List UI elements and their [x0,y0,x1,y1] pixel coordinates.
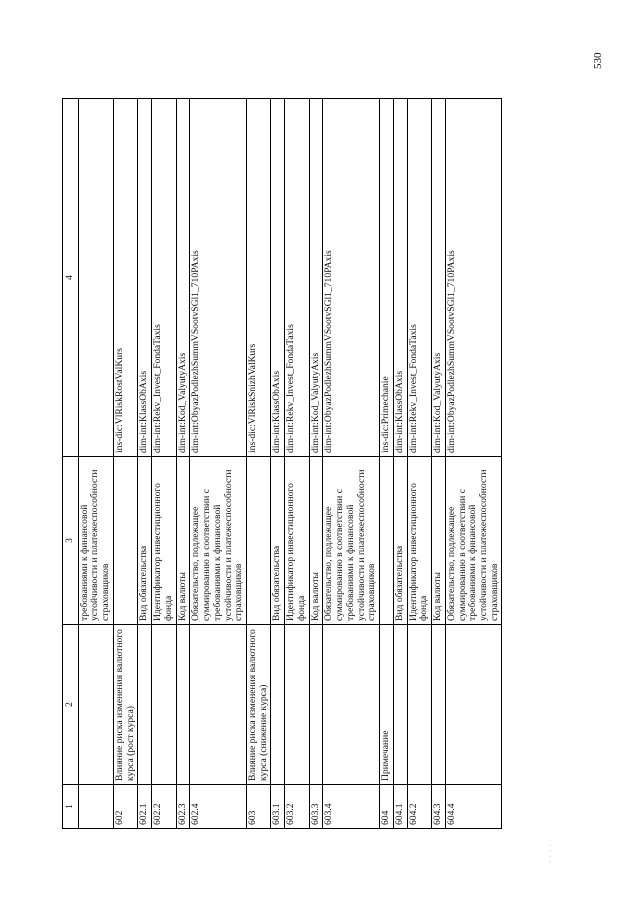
row-number-cell: 604.3 [432,785,446,829]
row-name-cell [285,625,309,785]
row-number-cell: 603 [247,785,271,829]
row-description-cell: Идентификатор инвестиционного фонда [407,457,431,625]
row-name-cell [445,625,502,785]
row-description-cell [247,457,271,625]
row-name-cell: Влияние риска изменения валютного курса (рост курса) [113,625,137,785]
row-number-cell: 602.2 [152,785,176,829]
row-name-cell [78,625,113,785]
row-name-cell [271,625,285,785]
row-description-cell: Вид обязательства [271,457,285,625]
table-body [78,99,502,829]
row-code-cell: dim-int:Kod_ValyutyAxis [176,99,190,457]
scan-artifact: · · · · [548,843,554,863]
row-number-cell: 604 [380,785,394,829]
row-description-cell [380,457,394,625]
row-number-cell: 603.2 [285,785,309,829]
header-col-4: 4 [63,99,79,457]
row-description-cell: требованиями к финансовой устойчивости и платежеспособности страховщиков [78,457,113,625]
row-description-cell: Вид обязательства [393,457,407,625]
table-row [190,99,247,829]
table-row [247,99,271,829]
table-row [407,99,431,829]
elements-table [62,98,502,829]
row-description-cell: Код валюты [176,457,190,625]
row-code-cell: dim-int:ObyazPodlezhSummVSootvSGl1_710PAxis [323,99,380,457]
table-row [323,99,380,829]
table-header-row [63,99,79,829]
row-description-cell: Идентификатор инвестиционного фонда [285,457,309,625]
row-name-cell [152,625,176,785]
table-row [271,99,285,829]
row-name-cell [176,625,190,785]
row-description-cell: Обязательство, подлежащее суммированию в соответствии с требованиями к финансовой устойчивости и платежеспособности страховщиков [323,457,380,625]
row-name-cell [393,625,407,785]
table-row [380,99,394,829]
row-code-cell: dim-int:Kod_ValyutyAxis [432,99,446,457]
row-code-cell: dim-int:KlassObAxis [271,99,285,457]
row-code-cell: dim-int:Rekv_Invest_FondaTaxis [407,99,431,457]
table-row [445,99,502,829]
row-number-cell: 604.1 [393,785,407,829]
table-row [176,99,190,829]
row-number-cell: 602 [113,785,137,829]
row-number-cell: 603.4 [323,785,380,829]
row-number-cell: 603.1 [271,785,285,829]
row-description-cell: Обязательство, подлежащее суммированию в соответствии с требованиями к финансовой устойчивости и платежеспособности страховщиков [190,457,247,625]
row-name-cell [190,625,247,785]
row-code-cell: dim-int:KlassObAxis [393,99,407,457]
table-row [432,99,446,829]
row-number-cell: 602.1 [138,785,152,829]
header-col-2: 2 [63,625,79,785]
row-code-cell: dim-int:Rekv_Invest_FondaTaxis [285,99,309,457]
row-description-cell [113,457,137,625]
row-number-cell: 604.4 [445,785,502,829]
table-row [393,99,407,829]
row-number-cell: 603.3 [309,785,323,829]
row-name-cell [309,625,323,785]
row-description-cell: Код валюты [432,457,446,625]
row-number-cell [78,785,113,829]
row-name-cell: Примечание [380,625,394,785]
row-code-cell: dim-int:KlassObAxis [138,99,152,457]
page-number: 530 [592,52,604,69]
row-name-cell [323,625,380,785]
row-number-cell: 604.2 [407,785,431,829]
row-description-cell: Идентификатор инвестиционного фонда [152,457,176,625]
header-col-3: 3 [63,457,79,625]
row-number-cell: 602.3 [176,785,190,829]
row-description-cell: Код валюты [309,457,323,625]
table-row [152,99,176,829]
row-code-cell: dim-int:ObyazPodlezhSummVSootvSGl1_710PAxis [445,99,502,457]
table-row [309,99,323,829]
row-name-cell [407,625,431,785]
row-name-cell [138,625,152,785]
row-name-cell: Влияние риска изменения валютного курса (снижение курса) [247,625,271,785]
header-col-1: 1 [63,785,79,829]
row-code-cell: ins-dic:Primechanie [380,99,394,457]
table-row [113,99,137,829]
row-code-cell: dim-int:Rekv_Invest_FondaTaxis [152,99,176,457]
table-row [138,99,152,829]
row-code-cell: dim-int:ObyazPodlezhSummVSootvSGl1_710PAxis [190,99,247,457]
row-code-cell [78,99,113,457]
row-code-cell: ins-dic:VlRiskRostValKurs [113,99,137,457]
table-row [285,99,309,829]
row-code-cell: ins-dic:VlRiskSnizhValKurs [247,99,271,457]
row-name-cell [432,625,446,785]
row-description-cell: Вид обязательства [138,457,152,625]
row-number-cell: 602.4 [190,785,247,829]
row-code-cell: dim-int:Kod_ValyutyAxis [309,99,323,457]
table-row [78,99,113,829]
row-description-cell: Обязательство, подлежащее суммированию в соответствии с требованиями к финансовой устойчивости и платежеспособности страховщиков [445,457,502,625]
